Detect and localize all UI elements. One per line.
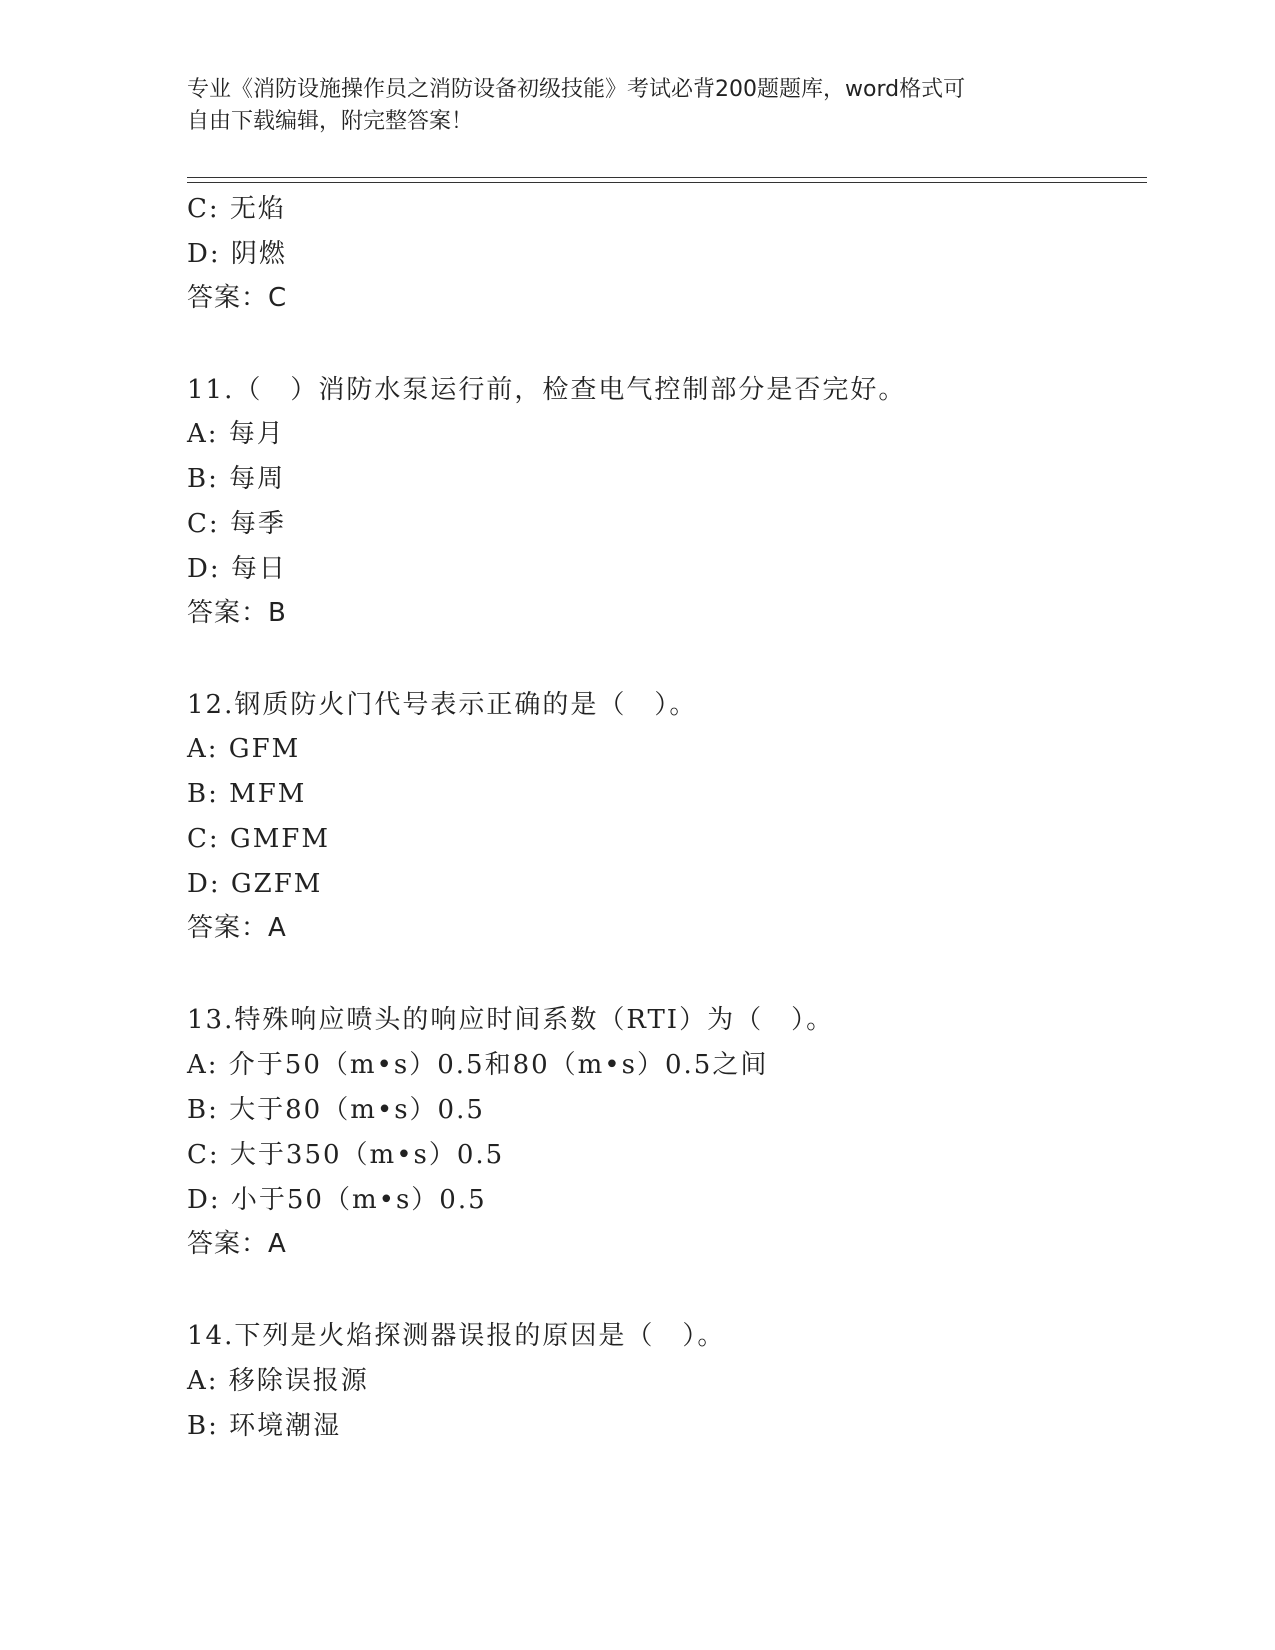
option-line: C: 无焰 xyxy=(187,194,286,224)
question-stem: 13.特殊响应喷头的响应时间系数（RTI）为（ ）。 xyxy=(187,1005,835,1035)
header-line-1: 专业《消防设施操作员之消防设备初级技能》考试必背200题题库，word格式可 xyxy=(187,77,966,102)
option-line: D: GZFM xyxy=(187,869,323,899)
option-line: A: 介于50（m•s）0.5和80（m•s）0.5之间 xyxy=(187,1050,769,1080)
document-header xyxy=(187,74,1067,138)
option-line: C: 大于350（m•s）0.5 xyxy=(187,1140,505,1170)
option-line: D: 每日 xyxy=(187,554,287,584)
answer-line: 答案：C xyxy=(187,283,288,313)
option-line: B: 大于80（m•s）0.5 xyxy=(187,1095,485,1125)
header-divider-top xyxy=(187,177,1147,178)
option-line: B: 每周 xyxy=(187,464,286,494)
option-line: B: 环境潮湿 xyxy=(187,1411,342,1441)
question-stem: 14.下列是火焰探测器误报的原因是（ ）。 xyxy=(187,1321,726,1351)
option-line: A: GFM xyxy=(187,734,301,764)
option-line: C: GMFM xyxy=(187,824,330,854)
header-divider-bottom xyxy=(187,182,1147,183)
option-line: C: 每季 xyxy=(187,509,286,539)
option-line: D: 小于50（m•s）0.5 xyxy=(187,1185,487,1215)
option-line: A: 每月 xyxy=(187,419,285,449)
answer-line: 答案：A xyxy=(187,913,287,943)
answer-line: 答案：B xyxy=(187,598,287,628)
answer-line: 答案：A xyxy=(187,1229,287,1259)
option-line: B: MFM xyxy=(187,779,307,809)
option-line: A: 移除误报源 xyxy=(187,1366,369,1396)
option-line: D: 阴燃 xyxy=(187,239,287,269)
question-stem: 12.钢质防火门代号表示正确的是（ ）。 xyxy=(187,690,698,720)
header-line-2: 自由下载编辑，附完整答案！ xyxy=(187,109,474,134)
question-stem: 11.（ ）消防水泵运行前，检查电气控制部分是否完好。 xyxy=(187,375,907,405)
